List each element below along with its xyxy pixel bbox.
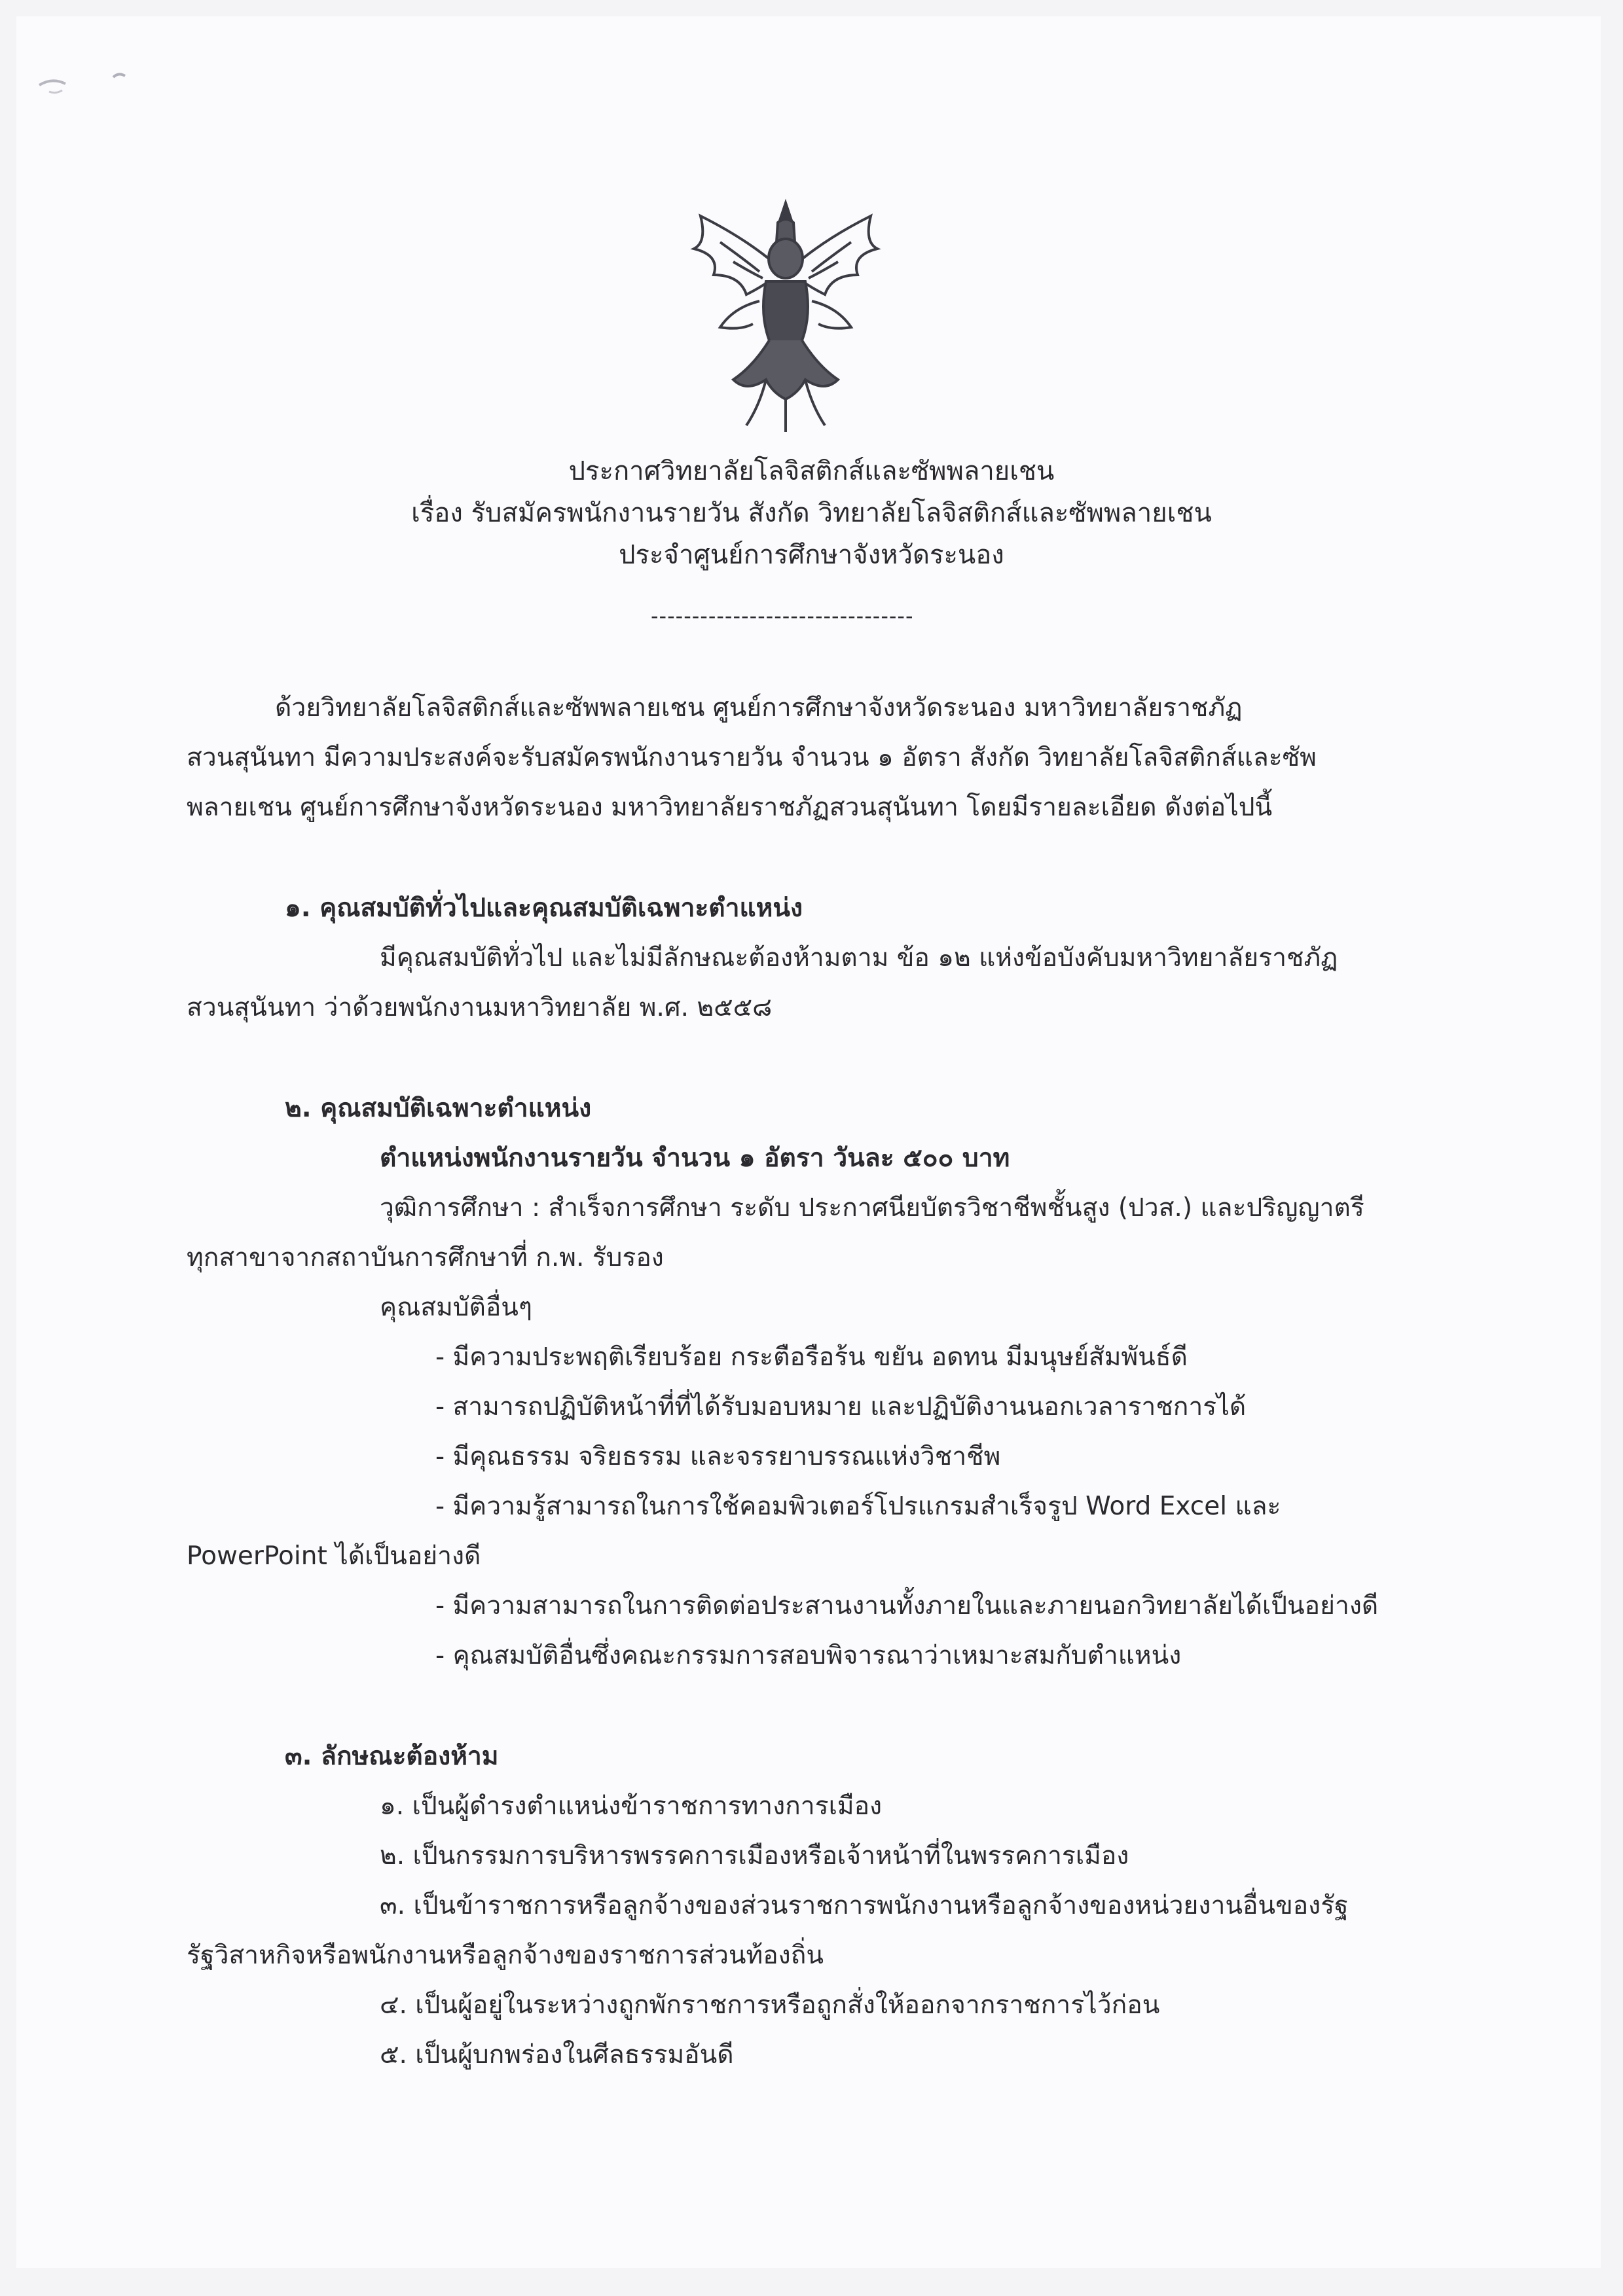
prohibition-item-1: ๑. เป็นผู้ดำรงตำแหน่งข้าราชการทางการเมือง — [380, 1791, 883, 1821]
intro-line-1: ด้วยวิทยาลัยโลจิสติกส์และซัพพลายเชน ศูนย์การศึกษาจังหวัดระนอง มหาวิทยาลัยราชภัฏ — [275, 693, 1243, 723]
announcement-title: ประกาศวิทยาลัยโลจิสติกส์และซัพพลายเชน — [568, 456, 1055, 486]
position-line: ตำแหน่งพนักงานรายวัน จำนวน ๑ อัตรา วันละ ๕๐๐ บาท — [380, 1143, 1010, 1173]
garuda-emblem-icon — [681, 196, 890, 439]
qualification-item-4: - มีความรู้สามารถในการใช้คอมพิวเตอร์โปรแกรมสำเร็จรูป Word Excel และ — [435, 1492, 1281, 1521]
section-1-line-2: สวนสุนันทา ว่าด้วยพนักงานมหาวิทยาลัย พ.ศ. ๒๕๕๘ — [187, 993, 773, 1022]
scan-mark-icon — [36, 65, 134, 105]
prohibition-item-3-cont: รัฐวิสาหกิจหรือพนักงานหรือลูกจ้างของราชการส่วนท้องถิ่น — [187, 1941, 824, 1970]
other-qualifications-label: คุณสมบัติอื่นๆ — [380, 1293, 532, 1322]
qualification-item-5: - มีความสามารถในการติดต่อประสานงานทั้งภายในและภายนอกวิทยาลัยได้เป็นอย่างดี — [435, 1591, 1379, 1621]
qualification-item-3: - มีคุณธรรม จริยธรรม และจรรยาบรรณแห่งวิชาชีพ — [435, 1442, 1001, 1471]
header-divider: -------------------------------- — [651, 603, 914, 628]
qualification-item-6: - คุณสมบัติอื่นซึ่งคณะกรรมการสอบพิจารณาว่าเหมาะสมกับตำแหน่ง — [435, 1641, 1182, 1670]
section-2-heading: ๒. คุณสมบัติเฉพาะตำแหน่ง — [285, 1094, 592, 1123]
education-line-1: วุฒิการศึกษา : สำเร็จการศึกษา ระดับ ประกาศนียบัตรวิชาชีพชั้นสูง (ปวส.) และปริญญาตรี — [380, 1193, 1364, 1223]
prohibition-item-4: ๔. เป็นผู้อยู่ในระหว่างถูกพักราชการหรือถูกสั่งให้ออกจากราชการไว้ก่อน — [380, 1990, 1160, 2020]
section-1-line-1: มีคุณสมบัติทั่วไป และไม่มีลักษณะต้องห้ามตาม ข้อ ๑๒ แห่งข้อบังคับมหาวิทยาลัยราชภัฏ — [380, 943, 1338, 973]
qualification-item-2: - สามารถปฏิบัติหน้าที่ที่ได้รับมอบหมาย และปฏิบัติงานนอกเวลาราชการได้ — [435, 1392, 1247, 1422]
announcement-center: ประจำศูนย์การศึกษาจังหวัดระนอง — [619, 540, 1004, 570]
section-3-heading: ๓. ลักษณะต้องห้าม — [285, 1742, 499, 1771]
announcement-subject: เรื่อง รับสมัครพนักงานรายวัน สังกัด วิทยาลัยโลจิสติกส์และซัพพลายเชน — [411, 498, 1212, 528]
prohibition-item-5: ๕. เป็นผู้บกพร่องในศีลธรรมอันดี — [380, 2040, 734, 2070]
intro-line-2: สวนสุนันทา มีความประสงค์จะรับสมัครพนักงานรายวัน จำนวน ๑ อัตรา สังกัด วิทยาลัยโลจิสติกส์และซัพ — [187, 743, 1317, 772]
intro-line-3: พลายเชน ศูนย์การศึกษาจังหวัดระนอง มหาวิทยาลัยราชภัฏสวนสุนันทา โดยมีรายละเอียด ดังต่อไปนี้ — [187, 793, 1273, 822]
prohibition-item-3: ๓. เป็นข้าราชการหรือลูกจ้างของส่วนราชการพนักงานหรือลูกจ้างของหน่วยงานอื่นของรัฐ — [380, 1891, 1349, 1920]
qualification-item-4-cont: PowerPoint ได้เป็นอย่างดี — [187, 1541, 481, 1571]
section-1-heading: ๑. คุณสมบัติทั่วไปและคุณสมบัติเฉพาะตำแหน่ง — [285, 893, 803, 923]
prohibition-item-2: ๒. เป็นกรรมการบริหารพรรคการเมืองหรือเจ้าหน้าที่ในพรรคการเมือง — [380, 1841, 1129, 1871]
education-line-2: ทุกสาขาจากสถาบันการศึกษาที่ ก.พ. รับรอง — [187, 1243, 664, 1272]
qualification-item-1: - มีความประพฤติเรียบร้อย กระตือรือร้น ขยัน อดทน มีมนุษย์สัมพันธ์ดี — [435, 1342, 1188, 1372]
